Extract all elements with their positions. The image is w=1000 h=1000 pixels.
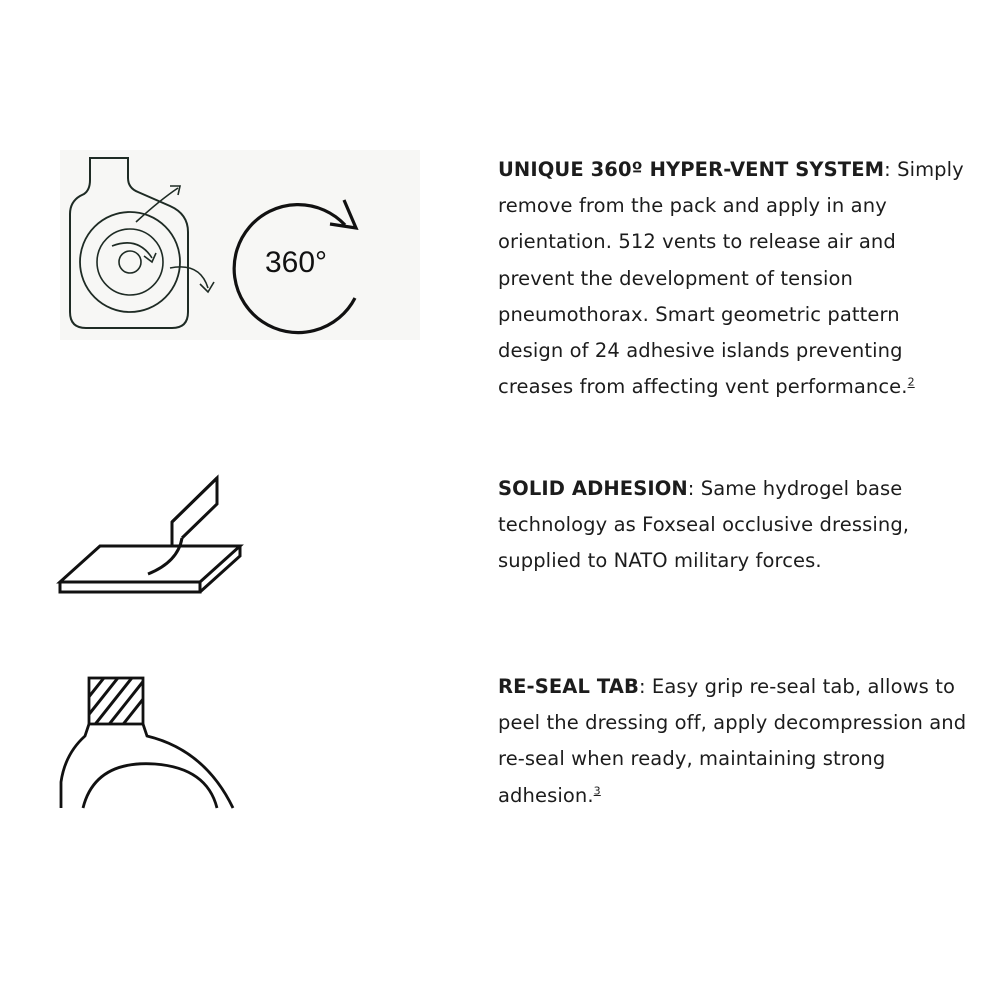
reseal-tab-icon xyxy=(55,672,245,812)
feature-text xyxy=(498,152,968,405)
adhesion-icon xyxy=(52,470,252,605)
360-label: 360° xyxy=(265,246,328,279)
feature-heading: RE-SEAL TAB xyxy=(498,675,639,698)
footnote-link[interactable]: 2 xyxy=(907,375,915,389)
heading-separator: : xyxy=(884,158,891,181)
footnote-link[interactable]: 3 xyxy=(593,784,601,798)
heading-separator: : xyxy=(638,675,646,698)
heading-separator: : xyxy=(687,477,695,500)
360-vent-icon xyxy=(60,150,420,340)
feature-heading: UNIQUE 360º HYPER-VENT SYSTEM xyxy=(498,158,885,181)
feature-text xyxy=(498,471,968,580)
feature-text xyxy=(498,669,968,814)
feature-body: Simply remove from the pack and apply in any orientation. 512 vents to release air and prevent the development of tension pneumothorax. Smart geometric pattern design of 24 adhesive islands preventing creases from affecting vent performance. xyxy=(498,158,964,399)
feature-body: Same hydrogel base technology as Foxseal occlusive dressing, supplied to NATO military forces. xyxy=(498,477,910,573)
feature-heading: SOLID ADHESION xyxy=(498,477,688,500)
feature-body: Easy grip re-seal tab, allows to peel the dressing off, apply decompression and re-seal when ready, maintaining strong adhesion. xyxy=(498,675,967,807)
